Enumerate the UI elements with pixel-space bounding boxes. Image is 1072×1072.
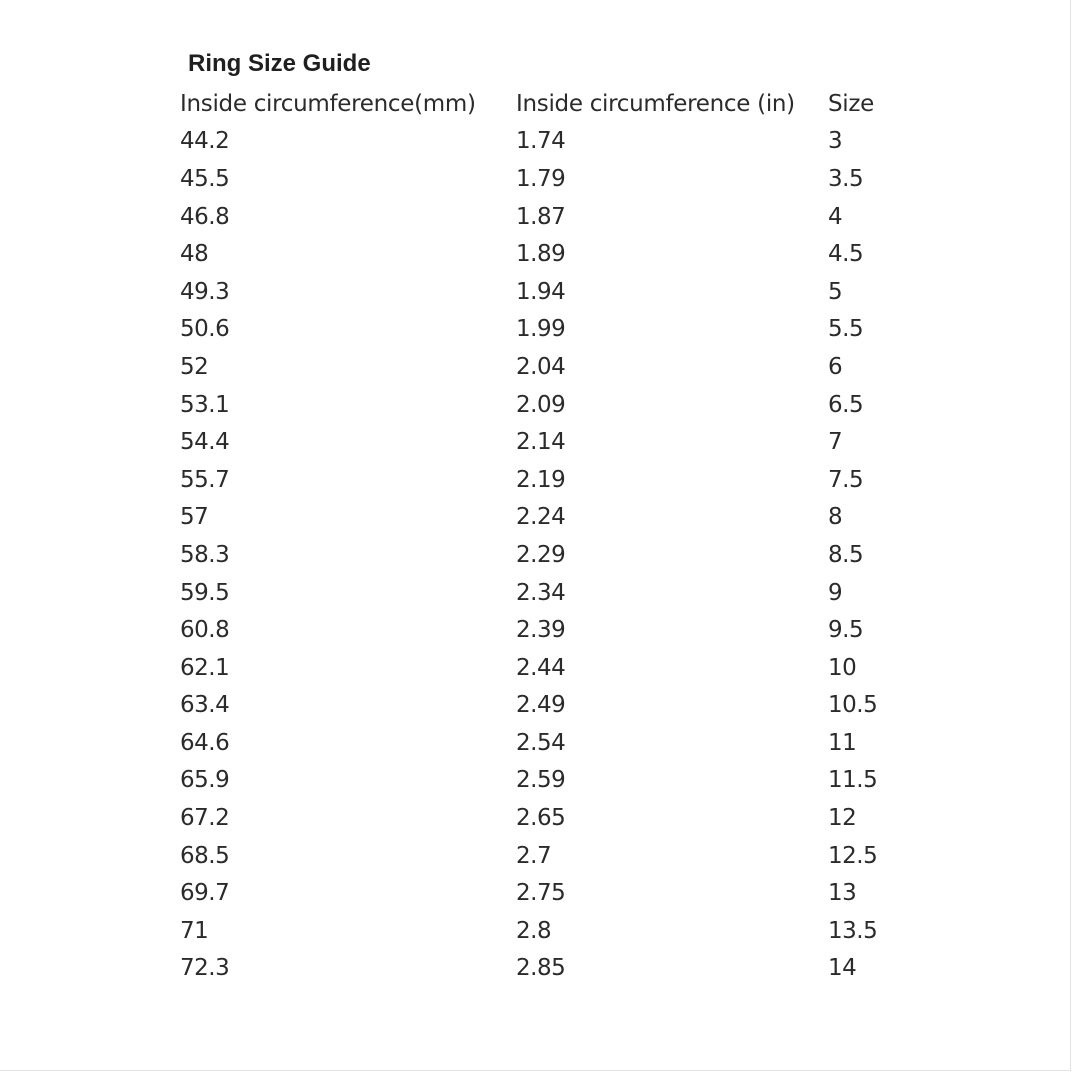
- page-title: Ring Size Guide: [188, 50, 371, 77]
- cell-circumference-in: 2.39: [516, 617, 566, 644]
- cell-size: 8.5: [828, 541, 864, 568]
- table-row: [180, 536, 888, 574]
- cell-size: 6: [828, 353, 843, 380]
- cell-circumference-in: 2.14: [516, 429, 566, 456]
- cell-circumference-in: 2.49: [516, 692, 566, 719]
- cell-size: 4.5: [828, 241, 864, 268]
- cell-size: 10.5: [828, 692, 878, 719]
- cell-circumference-mm: 55.7: [180, 466, 230, 493]
- cell-circumference-mm: 52: [180, 353, 209, 380]
- cell-size: 13.5: [828, 917, 878, 944]
- cell-size: 3: [828, 128, 843, 155]
- cell-circumference-mm: 64.6: [180, 729, 230, 756]
- cell-size: 13: [828, 880, 857, 907]
- table-row: [180, 423, 888, 461]
- table-row: [180, 160, 888, 198]
- table-row: [180, 950, 888, 988]
- cell-circumference-mm: 58.3: [180, 541, 230, 568]
- table-row: [180, 649, 888, 687]
- header-size: Size: [828, 90, 875, 117]
- table-row: [180, 273, 888, 311]
- table-row: [180, 499, 888, 537]
- table-row: [180, 687, 888, 725]
- table-row: [180, 198, 888, 236]
- cell-circumference-in: 2.44: [516, 654, 566, 681]
- cell-size: 6.5: [828, 391, 864, 418]
- cell-circumference-mm: 62.1: [180, 654, 230, 681]
- table-row: [180, 574, 888, 612]
- cell-circumference-in: 1.79: [516, 165, 566, 192]
- cell-size: 11.5: [828, 767, 878, 794]
- cell-circumference-mm: 67.2: [180, 805, 230, 832]
- cell-size: 8: [828, 504, 843, 531]
- cell-size: 10: [828, 654, 857, 681]
- header-row: [180, 85, 888, 123]
- cell-circumference-mm: 72.3: [180, 955, 230, 982]
- cell-circumference-in: 1.74: [516, 128, 566, 155]
- cell-circumference-mm: 71: [180, 917, 209, 944]
- cell-size: 11: [828, 729, 857, 756]
- table-row: [180, 912, 888, 950]
- cell-circumference-in: 2.34: [516, 579, 566, 606]
- cell-circumference-mm: 53.1: [180, 391, 230, 418]
- cell-size: 9.5: [828, 617, 864, 644]
- cell-size: 12: [828, 805, 857, 832]
- cell-circumference-in: 1.94: [516, 278, 566, 305]
- table-row: [180, 123, 888, 161]
- header-circumference-in: Inside circumference (in): [516, 90, 795, 117]
- cell-circumference-in: 2.75: [516, 880, 566, 907]
- cell-circumference-mm: 68.5: [180, 842, 230, 869]
- table-header: [180, 85, 888, 123]
- table-row: [180, 311, 888, 349]
- cell-circumference-mm: 65.9: [180, 767, 230, 794]
- table-row: [180, 386, 888, 424]
- cell-circumference-mm: 50.6: [180, 316, 230, 343]
- cell-size: 9: [828, 579, 843, 606]
- cell-circumference-mm: 46.8: [180, 203, 230, 230]
- cell-circumference-in: 2.24: [516, 504, 566, 531]
- cell-circumference-in: 2.54: [516, 729, 566, 756]
- table-row: [180, 724, 888, 762]
- cell-circumference-in: 1.89: [516, 241, 566, 268]
- cell-circumference-mm: 48: [180, 241, 209, 268]
- cell-circumference-mm: 57: [180, 504, 209, 531]
- cell-circumference-in: 2.8: [516, 917, 552, 944]
- cell-circumference-mm: 63.4: [180, 692, 230, 719]
- table-row: [180, 874, 888, 912]
- cell-circumference-mm: 54.4: [180, 429, 230, 456]
- cell-circumference-in: 2.09: [516, 391, 566, 418]
- cell-size: 7: [828, 429, 843, 456]
- cell-circumference-in: 2.59: [516, 767, 566, 794]
- header-circumference-mm: Inside circumference(mm): [180, 90, 476, 117]
- cell-circumference-in: 2.7: [516, 842, 552, 869]
- table-row: [180, 762, 888, 800]
- cell-circumference-mm: 60.8: [180, 617, 230, 644]
- table-row: [180, 348, 888, 386]
- cell-circumference-in: 2.65: [516, 805, 566, 832]
- cell-circumference-in: 1.99: [516, 316, 566, 343]
- table-row: [180, 799, 888, 837]
- cell-circumference-in: 2.85: [516, 955, 566, 982]
- cell-circumference-in: 2.19: [516, 466, 566, 493]
- table-row: [180, 235, 888, 273]
- cell-circumference-in: 1.87: [516, 203, 566, 230]
- ring-size-table: [180, 85, 888, 987]
- cell-size: 4: [828, 203, 843, 230]
- cell-circumference-in: 2.04: [516, 353, 566, 380]
- table-row: [180, 837, 888, 875]
- cell-size: 12.5: [828, 842, 878, 869]
- table-row: [180, 611, 888, 649]
- cell-size: 14: [828, 955, 857, 982]
- cell-circumference-mm: 45.5: [180, 165, 230, 192]
- cell-size: 5.5: [828, 316, 864, 343]
- table-body: [180, 123, 888, 988]
- cell-size: 7.5: [828, 466, 864, 493]
- cell-circumference-mm: 49.3: [180, 278, 230, 305]
- cell-size: 3.5: [828, 165, 864, 192]
- cell-circumference-mm: 69.7: [180, 880, 230, 907]
- cell-circumference-mm: 59.5: [180, 579, 230, 606]
- table-row: [180, 461, 888, 499]
- cell-size: 5: [828, 278, 843, 305]
- cell-circumference-in: 2.29: [516, 541, 566, 568]
- cell-circumference-mm: 44.2: [180, 128, 230, 155]
